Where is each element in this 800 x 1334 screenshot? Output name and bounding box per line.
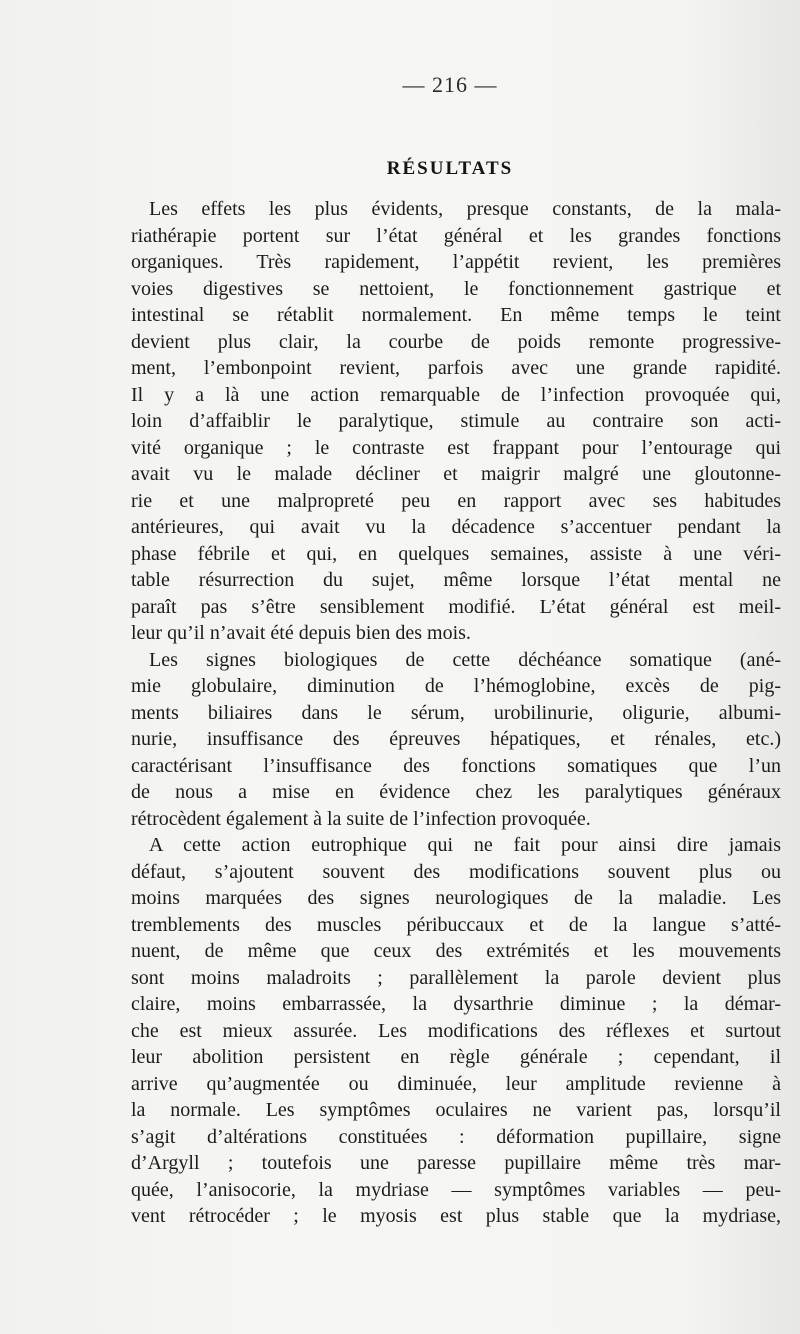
text-line: riathérapie portent sur l’état général et les grandes fonctions [131, 224, 781, 247]
text-line: s’agit d’altérations constituées : déformation pupillaire, signe [131, 1125, 781, 1148]
text-line: rie et une malpropreté peu en rapport avec ses habitudes [131, 489, 781, 512]
text-line: voies digestives se nettoient, le fonctionnement gastrique et [131, 277, 781, 300]
text-line: organiques. Très rapidement, l’appétit revient, les premières [131, 251, 781, 273]
text-line: nuent, de même que ceux des extrémités et les mouvements [131, 940, 781, 962]
text-line: che est mieux assurée. Les modifications des réflexes et surtout [131, 1019, 781, 1042]
body-text [131, 196, 781, 1230]
section-heading: RÉSULTATS [386, 158, 514, 179]
text-line: leur abolition persistent en règle générale ; cependant, il [131, 1046, 781, 1068]
text-line: Il y a là une action remarquable de l’infection provoquée qui, [131, 383, 781, 406]
text-line: rétrocèdent également à la suite de l’infection provoquée. [131, 807, 591, 830]
text-line: leur qu’il n’avait été depuis bien des mois. [131, 622, 471, 644]
text-line: ments biliaires dans le sérum, urobilinurie, oligurie, albumi- [131, 701, 781, 724]
text-line: devient plus clair, la courbe de poids remonte progressive- [131, 330, 781, 353]
text-line: défaut, s’ajoutent souvent des modifications souvent plus ou [131, 860, 781, 883]
text-line: claire, moins embarrassée, la dysarthrie diminue ; la démar- [131, 993, 781, 1015]
text-line: table résurrection du sujet, même lorsque l’état mental ne [131, 569, 781, 591]
text-line: la normale. Les symptômes oculaires ne varient pas, lorsqu’il [131, 1099, 781, 1121]
text-line: Les effets les plus évidents, presque constants, de la mala- [149, 198, 781, 220]
text-line: antérieures, qui avait vu la décadence s’accentuer pendant la [131, 516, 781, 538]
text-line: tremblements des muscles péribuccaux et de la langue s’atté- [131, 913, 781, 936]
text-line: mie globulaire, diminution de l’hémoglobine, excès de pig- [131, 675, 781, 697]
text-line: A cette action eutrophique qui ne fait pour ainsi dire jamais [149, 834, 781, 856]
text-line: vent rétrocéder ; le myosis est plus stable que la mydriase, [131, 1205, 781, 1227]
text-line: arrive qu’augmentée ou diminuée, leur amplitude revienne à [131, 1072, 781, 1095]
paragraph [131, 832, 781, 1230]
text-line: sont moins maladroits ; parallèlement la parole devient plus [131, 966, 781, 989]
text-line: d’Argyll ; toutefois une paresse pupillaire même très mar- [131, 1152, 781, 1174]
text-line: quée, l’anisocorie, la mydriase — symptômes variables — peu- [131, 1178, 781, 1201]
text-line: phase fébrile et qui, en quelques semaines, assiste à une véri- [131, 542, 781, 565]
text-line: ment, l’embonpoint revient, parfois avec une grande rapidité. [131, 357, 781, 379]
text-line: loin d’affaiblir le paralytique, stimule au contraire son acti- [131, 410, 781, 432]
text-line: moins marquées des signes neurologiques de la maladie. Les [131, 887, 781, 909]
paragraph [131, 647, 781, 833]
text-line: nurie, insuffisance des épreuves hépatiques, et rénales, etc.) [131, 728, 781, 750]
text-line: paraît pas s’être sensiblement modifié. L’état général est meil- [131, 595, 781, 618]
text-line: Les signes biologiques de cette déchéance somatique (ané- [149, 648, 781, 671]
page-number: — 216 — [402, 72, 498, 97]
text-line: vité organique ; le contraste est frappant pour l’entourage qui [131, 436, 781, 459]
paragraph [131, 196, 781, 647]
text-line: de nous a mise en évidence chez les paralytiques généraux [131, 781, 781, 803]
text-line: caractérisant l’insuffisance des fonctions somatiques que l’un [131, 754, 781, 777]
text-line: intestinal se rétablit normalement. En même temps le teint [131, 304, 781, 326]
text-line: avait vu le malade décliner et maigrir malgré une gloutonne- [131, 463, 781, 485]
